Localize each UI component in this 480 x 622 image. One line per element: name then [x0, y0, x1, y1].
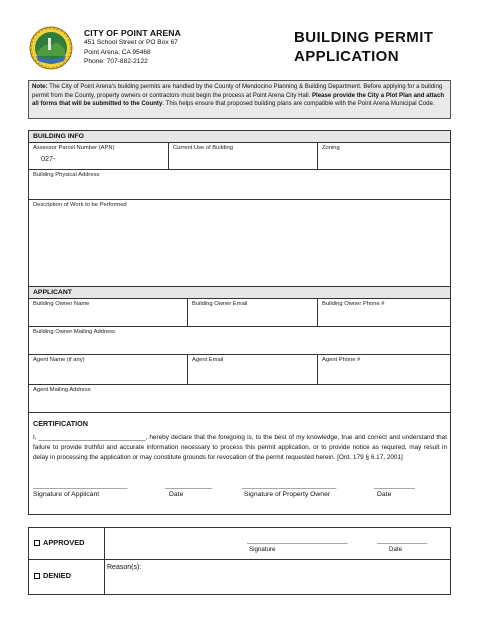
note-bold-text: Please provide the City a Plot Plan and attach all forms that will be submitted to the County — [32, 91, 445, 108]
agent-phone-field[interactable] — [318, 355, 450, 384]
agent-row — [29, 355, 450, 385]
owner-signature-label: Signature of Property Owner — [244, 491, 331, 498]
certification-section — [29, 419, 450, 518]
city-seal-logo — [27, 26, 75, 70]
agent-email-label: Agent Email — [192, 357, 224, 363]
note-text-1: The City of Point Arena's building permits are handled by the County of Mendocino Planning & Building Department. Before applying for a building permit from the County, property owners or contractors must begin the process at Point Arena City Hall. — [32, 83, 443, 99]
application-form — [28, 130, 451, 515]
certification-header: CERTIFICATION — [33, 419, 88, 428]
note-label: Note: — [32, 83, 48, 90]
agent-phone-label: Agent Phone # — [322, 357, 361, 363]
reasons-label: Reason(s): — [107, 564, 142, 571]
approval-date-line[interactable]: ________________ — [377, 538, 428, 544]
approved-checkbox-icon — [34, 540, 40, 546]
applicant-date-label: Date — [169, 491, 184, 498]
description-field[interactable] — [29, 200, 450, 286]
applicant-date-line[interactable]: _______________ — [165, 483, 213, 489]
description-label: Description of Work to be Performed — [33, 202, 127, 208]
approval-box — [28, 527, 451, 595]
apn-label: Assessor Parcel Number (APN) — [33, 145, 115, 151]
apn-value: 027- — [41, 154, 56, 163]
title-line-1: BUILDING PERMIT — [294, 29, 434, 46]
approved-label: APPROVED — [43, 538, 85, 547]
owner-name-field[interactable] — [29, 299, 188, 326]
title-line-2: APPLICATION — [294, 48, 399, 65]
approval-signature-line[interactable]: ________________________________ — [247, 538, 348, 544]
applicant-header: APPLICANT — [29, 287, 450, 299]
approval-signature-label: Signature — [249, 546, 276, 553]
city-address-block — [84, 28, 181, 67]
owner-name-label: Building Owner Name — [33, 301, 90, 307]
owner-date-label: Date — [377, 491, 392, 498]
current-use-label: Current Use of Building — [173, 145, 233, 151]
approval-divider — [104, 528, 105, 594]
agent-mailing-row — [29, 385, 450, 413]
applicant-signature-line[interactable]: ______________________________ — [33, 483, 128, 489]
page-title — [294, 28, 433, 66]
owner-phone-label: Building Owner Phone # — [322, 301, 385, 307]
owner-row — [29, 299, 450, 327]
building-info-row-1 — [29, 143, 450, 170]
phone-number: Phone: 707-882-2122 — [84, 58, 148, 66]
applicant-signature-label: Signature of Applicant — [33, 491, 100, 498]
owner-mailing-row — [29, 327, 450, 355]
certification-text: I, ______________________________, hereby declare that the foregoing is, to the best of my knowledge, true and correct and understand that failure to provide truthful and accurate information necessary to process this permit application, or to provide notice as required, may result in delay in processing the application or may constitute grounds for revocation of the permit requested herein. [Ord. 179 § 6.17, 2001] — [33, 434, 447, 461]
current-use-field[interactable] — [169, 143, 318, 169]
building-address-label: Building Physical Address — [33, 172, 100, 178]
address-line-2: Point Arena, CA 95468 — [84, 48, 151, 56]
denied-checkbox[interactable] — [34, 571, 71, 580]
building-address-field[interactable] — [29, 170, 450, 199]
agent-mailing-field[interactable] — [29, 385, 450, 412]
agent-name-field[interactable] — [29, 355, 188, 384]
building-address-row — [29, 170, 450, 200]
owner-signature-line[interactable]: ______________________________ — [242, 483, 337, 489]
building-info-header: BUILDING INFO — [29, 131, 450, 143]
approval-row-divider-right — [104, 559, 450, 560]
approval-date-label: Date — [389, 546, 403, 553]
approval-row-divider — [29, 559, 104, 560]
owner-email-field[interactable] — [188, 299, 318, 326]
agent-name-label: Agent Name (if any) — [33, 357, 85, 363]
agent-mailing-label: Agent Mailing Address — [33, 387, 91, 393]
owner-phone-field[interactable] — [318, 299, 450, 326]
note-text-2: . This helps ensure that proposed building plans are compatible with the Point Arena Municipal Code. — [162, 100, 435, 108]
address-line-1: 451 School Street or PO Box 67 — [84, 39, 178, 46]
description-row — [29, 200, 450, 287]
zoning-field[interactable] — [318, 143, 450, 169]
owner-mailing-field[interactable] — [29, 327, 450, 354]
apn-field[interactable] — [29, 143, 169, 169]
owner-date-line[interactable]: _____________ — [374, 483, 415, 489]
zoning-label: Zoning — [322, 145, 340, 151]
denied-label: DENIED — [43, 571, 71, 580]
approved-checkbox[interactable] — [34, 538, 84, 547]
owner-mailing-label: Building Owner Mailing Address — [33, 329, 115, 335]
org-name: CITY OF POINT ARENA — [84, 28, 181, 38]
agent-email-field[interactable] — [188, 355, 318, 384]
note-box — [28, 80, 451, 119]
owner-email-label: Building Owner Email — [192, 301, 248, 307]
denied-checkbox-icon — [34, 573, 40, 579]
